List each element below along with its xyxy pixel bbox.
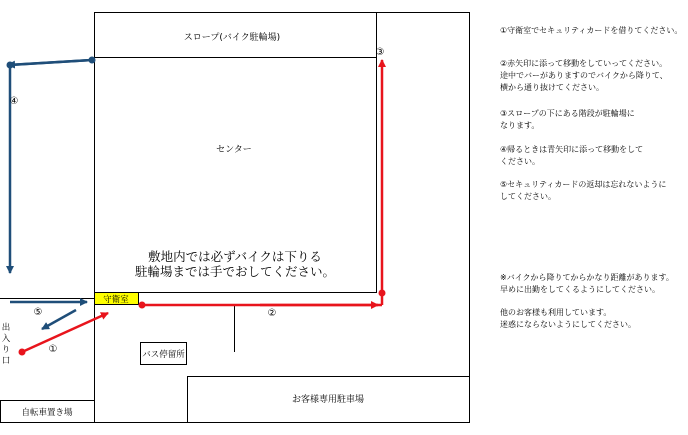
blue-arrow-left bbox=[8, 60, 92, 65]
note-2: ②赤矢印に添って移動をしていってください。 途中でバーがありますのでバイクから降りて、 横から通り抜けてください。 bbox=[500, 59, 668, 92]
note-7: 他のお客様も利用しています。 迷惑にならないようにしてください。 bbox=[500, 308, 636, 329]
red-dot-corner bbox=[379, 290, 386, 297]
note-4: ④帰るときは青矢印に添って移動をして ください。 bbox=[500, 145, 644, 166]
entrance-label: 出入り口 bbox=[1, 323, 11, 366]
marker-4: ④ bbox=[9, 96, 19, 107]
center-label: センター bbox=[216, 145, 252, 155]
parking-label: お客様専用駐車場 bbox=[291, 395, 365, 405]
guard-label: 守衛室 bbox=[103, 295, 129, 305]
red-dot-start bbox=[19, 349, 26, 356]
bicycle-label: 自転車置き場 bbox=[21, 408, 73, 418]
note-1: ①守衛室でセキュリティカードを借りてください。 bbox=[500, 26, 683, 35]
note-5: ⑤セキュリティカードの返却は忘れないように してください。 bbox=[500, 180, 667, 201]
rule-line-1: 敷地内では必ずバイクは下りる bbox=[148, 249, 322, 264]
bus-stop-label: バス停留所 bbox=[142, 350, 185, 360]
note-6: ※バイクから降りてからかなり距離があります。 早めに出勤をしてくるようにしてください。 bbox=[500, 273, 674, 294]
red-dot-guard bbox=[139, 302, 146, 309]
note-3: ③スロープの下にある階段が駐輪場に なります。 bbox=[500, 109, 635, 130]
marker-1: ① bbox=[48, 344, 58, 355]
blue-dot-start bbox=[89, 57, 96, 64]
marker-2: ② bbox=[267, 308, 277, 319]
blue-arrow-5b bbox=[42, 310, 76, 329]
marker-5: ⑤ bbox=[33, 307, 43, 318]
blue-dot-corner bbox=[7, 62, 14, 69]
rule-line-2: 駐輪場までは手でおしてください。 bbox=[134, 264, 336, 279]
slope-label: スロープ(バイク駐輪場) bbox=[183, 33, 281, 43]
red-arrow-1 bbox=[22, 313, 108, 352]
marker-3: ③ bbox=[375, 47, 385, 58]
